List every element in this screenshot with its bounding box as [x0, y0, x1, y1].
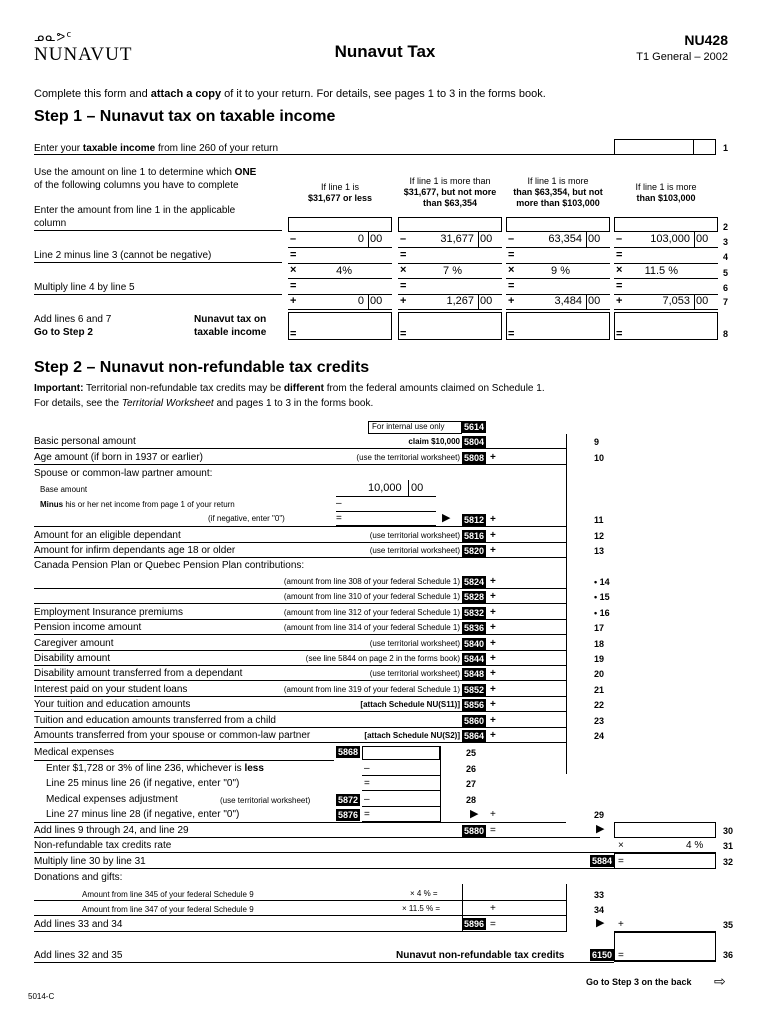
code-5820: 5820 [464, 546, 485, 556]
code-5884: 5884 [592, 856, 613, 866]
row-line [34, 603, 566, 604]
code-5868: 5868 [338, 747, 359, 757]
code-5812: 5812 [464, 515, 485, 525]
intro-text: Complete this form and attach a copy of it to your return. For details, see pages 1 to 3 in the forms book. [34, 88, 546, 100]
grid-line [506, 263, 610, 264]
code-5872: 5872 [338, 795, 359, 805]
row-label: Amount for an eligible dependant [34, 530, 181, 541]
code-5816: 5816 [464, 531, 485, 541]
line-number: 1 [723, 143, 729, 153]
line29-label: Line 27 minus line 28 (if negative, enter "0") [46, 809, 240, 820]
line-number: 34 [594, 905, 605, 915]
equals-operator: = [508, 280, 515, 292]
tax-value: 7,053 [662, 295, 690, 307]
grid-line [288, 263, 392, 264]
code-5844: 5844 [464, 654, 485, 664]
row-line [34, 588, 566, 589]
tax-value: 1,267 [446, 295, 474, 307]
row-label: Tuition and education amounts transferred from a child [34, 715, 276, 726]
row-line [34, 634, 566, 635]
equals-operator: = [400, 249, 407, 261]
plus-operator: + [490, 622, 496, 633]
grid-line [506, 278, 610, 279]
form-code: NU428 [684, 32, 728, 48]
donations-label: Donations and gifts: [34, 872, 123, 883]
line-number: 35 [723, 920, 734, 930]
equals-operator: = [616, 328, 623, 340]
row-label: Disability amount transferred from a dependant [34, 668, 243, 679]
times-operator: × [616, 264, 623, 276]
grid-line [506, 247, 610, 248]
line28-label: Medical expenses adjustment [46, 794, 178, 805]
row-label: Amount for infirm dependants age 18 or older [34, 545, 236, 556]
cents-divider [478, 232, 479, 247]
donations-a-rate: × 4 % = [410, 889, 438, 898]
times-operator: × [400, 264, 407, 276]
col-input-line8[interactable] [614, 312, 718, 340]
row-note: (use territorial worksheet) [369, 639, 460, 648]
rate-value: 9 % [551, 265, 570, 277]
equals-operator: = [290, 280, 297, 292]
row-line [34, 696, 566, 697]
times-operator: × [290, 264, 297, 276]
line32-input[interactable] [614, 853, 716, 869]
line-number: 13 [594, 546, 605, 556]
line-number: 7 [723, 297, 729, 307]
cents-divider [694, 232, 695, 247]
internal-use-label: For internal use only [372, 422, 445, 431]
col3-header: If line 1 is more than $63,354, but not more than $103,000 [513, 176, 603, 208]
row-note: [attach Schedule NU(S2)] [364, 731, 460, 740]
row-label: Your tuition and education amounts [34, 699, 191, 710]
line-number: 30 [723, 826, 734, 836]
equals-operator: = [508, 328, 515, 340]
line-number: 19 [594, 654, 605, 664]
row-label: Basic personal amount [34, 436, 136, 447]
row-note: (amount from line 310 of your federal Schedule 1) [283, 592, 460, 601]
important-text: Important: Territorial non-refundable tax credits may be different from the federal amounts claimed on Schedule 1. [34, 383, 545, 394]
if-negative-label: (if negative, enter "0") [208, 514, 285, 523]
step1-heading: Step 1 – Nunavut tax on taxable income [34, 108, 336, 125]
grid-line [288, 309, 392, 310]
cents-divider [586, 232, 587, 247]
line-number: 22 [594, 700, 605, 710]
code-5840: 5840 [464, 639, 485, 649]
grid-line [398, 278, 502, 279]
equals-operator: = [400, 328, 407, 340]
base-amount-label: Base amount [40, 485, 88, 494]
row-line [34, 665, 566, 666]
base-cents: 00 [370, 233, 383, 245]
col-input-line8[interactable] [506, 312, 610, 340]
plus-operator: + [616, 295, 623, 307]
grid-line [288, 278, 392, 279]
donations-b-label: Amount from line 347 of your federal Schedule 9 [82, 905, 254, 914]
grid-line [614, 247, 718, 248]
row-note: (amount from line 308 of your federal Schedule 1) [283, 577, 460, 586]
plus-operator: + [400, 295, 407, 307]
row-label: Interest paid on your student loans [34, 684, 188, 695]
grid-line [288, 247, 392, 248]
page-title: Nunavut Tax [334, 42, 436, 61]
row-label: Age amount (if born in 1937 or earlier) [34, 452, 203, 463]
grid-line [614, 309, 718, 310]
line-number: 28 [466, 795, 477, 805]
cpp-header: Canada Pension Plan or Quebec Pension Plan contributions: [34, 560, 305, 571]
plus-operator: + [490, 638, 496, 649]
rate-value: 7 % [443, 265, 462, 277]
grid-line [398, 263, 502, 264]
line31-label: Non-refundable tax credits rate [34, 840, 172, 851]
plus-operator: + [490, 715, 496, 726]
line31-rate: 4 % [686, 840, 704, 851]
row-line [34, 448, 566, 449]
plus-operator: + [490, 668, 496, 679]
plus-operator: + [490, 514, 496, 525]
use-amount-text-2: of the following columns you have to complete [34, 180, 239, 191]
equals-operator: = [616, 249, 623, 261]
row-line [34, 542, 566, 543]
equals-operator: = [508, 249, 515, 261]
equals-operator: = [290, 249, 297, 261]
col-input-line8[interactable] [288, 312, 392, 340]
line30-input[interactable] [614, 822, 716, 838]
tax-cents: 00 [370, 295, 383, 307]
row-note: (use the territorial worksheet) [356, 453, 460, 462]
line-number: 2 [723, 222, 729, 232]
tax-cents: 00 [588, 295, 601, 307]
row-line [34, 742, 566, 743]
rate-value: 11.5 % [644, 265, 678, 277]
base-amount-cents: 00 [411, 482, 424, 494]
line32-label: Multiply line 30 by line 31 [34, 856, 146, 867]
code-5848: 5848 [464, 669, 485, 679]
code-5856: 5856 [464, 700, 485, 710]
row-line [34, 557, 566, 558]
code-5852: 5852 [464, 685, 485, 695]
base-value: 103,000 [650, 233, 690, 245]
code-5860: 5860 [464, 716, 485, 726]
base-value: 0 [357, 233, 364, 245]
row-note: (see line 5844 on page 2 in the forms book) [305, 654, 460, 663]
code-5824: 5824 [464, 577, 485, 587]
line-number: 8 [723, 329, 729, 339]
row-line [34, 727, 566, 728]
col-input-line2[interactable] [288, 217, 392, 232]
line-number: 12 [594, 531, 605, 541]
line-number: • 15 [594, 592, 610, 602]
grid-line [398, 247, 502, 248]
line-number: 18 [594, 639, 605, 649]
col2-header: If line 1 is more than $31,677, but not more than $63,354 [403, 176, 497, 208]
row-label: Pension income amount [34, 622, 142, 633]
grid-line [506, 309, 610, 310]
minus-net-income-label: Minus his or her net income from page 1 of your return [40, 500, 235, 509]
line-number: 36 [723, 950, 734, 960]
row-note: (amount from line 319 of your federal Schedule 1) [283, 685, 460, 694]
row-label: Caregiver amount [34, 638, 114, 649]
times-operator: × [508, 264, 515, 276]
plus-operator: + [490, 653, 496, 664]
col4-header: If line 1 is more than $103,000 [635, 182, 697, 203]
row-note: (use territorial worksheet) [369, 669, 460, 678]
row-line [34, 526, 566, 527]
line-number: 27 [466, 779, 477, 789]
minus-operator: – [508, 233, 515, 245]
code-5804: 5804 [464, 437, 485, 447]
line-number: 25 [466, 748, 477, 758]
line7-label-1: Add lines 6 and 7 [34, 314, 112, 325]
line-number: 3 [723, 237, 729, 247]
row-note: claim $10,000 [408, 437, 460, 446]
plus-operator: + [490, 730, 496, 741]
step2-heading: Step 2 – Nunavut non-refundable tax credits [34, 359, 370, 376]
line35-label: Add lines 33 and 34 [34, 919, 123, 930]
grid-line [614, 263, 718, 264]
tax-value: 0 [357, 295, 364, 307]
minus-operator: – [616, 233, 623, 245]
line-number: 9 [594, 437, 600, 447]
enter-amount-text: Enter the amount from line 1 in the applicable [34, 205, 236, 216]
cents-divider [694, 294, 695, 309]
nunavut-tax-label-2: taxable income [194, 327, 267, 338]
plus-operator: + [290, 295, 297, 307]
line-number: • 14 [594, 577, 610, 587]
base-cents: 00 [696, 233, 709, 245]
line-number: 23 [594, 716, 605, 726]
form-id: 5014-C [28, 992, 55, 1001]
go-to-step3: Go to Step 3 on the back [586, 977, 692, 987]
plus-operator: + [490, 699, 496, 710]
row-note: [attach Schedule NU(S11)] [360, 700, 460, 709]
code-5808: 5808 [464, 453, 485, 463]
grid-line [398, 309, 502, 310]
line-number: 4 [723, 252, 729, 262]
row-note: (use territorial worksheet) [369, 531, 460, 540]
base-value: 63,354 [548, 233, 582, 245]
equals-operator: = [616, 280, 623, 292]
base-cents: 00 [588, 233, 601, 245]
col-input-line8[interactable] [398, 312, 502, 340]
row-line [34, 464, 566, 465]
line-number: 10 [594, 453, 605, 463]
line-number: 6 [723, 283, 729, 293]
line-number: 32 [723, 857, 734, 867]
code-5880: 5880 [464, 826, 485, 836]
line3-label: Line 2 minus line 3 (cannot be negative) [34, 250, 212, 261]
form-subtitle: T1 General – 2002 [636, 51, 728, 63]
use-amount-text: Use the amount on line 1 to determine which ONE [34, 167, 257, 178]
line-number: 29 [594, 810, 605, 820]
line36-label: Add lines 32 and 35 [34, 950, 123, 961]
line-number: 21 [594, 685, 605, 695]
equals-operator: = [400, 280, 407, 292]
tax-cents: 00 [696, 295, 709, 307]
col1-header: If line 1 is $31,677 or less [307, 182, 373, 203]
row-note: (amount from line 312 of your federal Schedule 1) [283, 608, 460, 617]
line1-label: Enter your taxable income from line 260 of your return [34, 143, 279, 154]
donations-b-rate: × 11.5 % = [402, 904, 441, 913]
row-label: Employment Insurance premiums [34, 607, 183, 618]
arrow-right-icon: ⇨ [714, 973, 726, 989]
line-number: 26 [466, 764, 477, 774]
row-note: (use territorial worksheet) [369, 546, 460, 555]
base-amount-value: 10,000 [368, 482, 402, 494]
line36-total-label: Nunavut non-refundable tax credits [396, 950, 565, 961]
line1-input[interactable] [614, 139, 716, 155]
plus-operator: + [490, 576, 496, 587]
line-number: 24 [594, 731, 605, 741]
rate-value: 4% [336, 265, 352, 277]
row-line [34, 680, 566, 681]
logo-text: NUNAVUT [34, 44, 133, 65]
tax-value: 3,484 [554, 295, 582, 307]
row-label: Amounts transferred from your spouse or common-law partner [34, 730, 311, 741]
medical-input[interactable] [362, 746, 440, 760]
code-5836: 5836 [464, 623, 485, 633]
plus-operator: + [490, 591, 496, 602]
grid-line [614, 278, 718, 279]
code-5876: 5876 [338, 810, 359, 820]
code-5614: 5614 [464, 422, 485, 432]
logo-syllabics: ᓄᓇᕗᑦ [34, 30, 73, 44]
code-5864: 5864 [464, 731, 485, 741]
cents-divider [368, 232, 369, 247]
code-5896: 5896 [464, 919, 485, 929]
line28-note: (use territorial worksheet) [220, 796, 311, 805]
cents-divider [478, 294, 479, 309]
row-label: Disability amount [34, 653, 111, 664]
equals-operator: = [290, 328, 297, 340]
col-input-line2[interactable] [614, 217, 718, 232]
code-5828: 5828 [464, 592, 485, 602]
donations-a-label: Amount from line 345 of your federal Schedule 9 [82, 890, 254, 899]
minus-operator: – [290, 233, 297, 245]
line5-label: Multiply line 4 by line 5 [34, 282, 135, 293]
nunavut-tax-label-1: Nunavut tax on [194, 314, 267, 325]
code-6150: 6150 [592, 950, 613, 960]
line-number: 17 [594, 623, 605, 633]
col-input-line2[interactable] [398, 217, 502, 232]
medical-label: Medical expenses [34, 747, 115, 758]
line-number: 20 [594, 669, 605, 679]
line-number: • 16 [594, 608, 610, 618]
code-5832: 5832 [464, 608, 485, 618]
enter-amount-text-2: column [34, 218, 67, 229]
plus-operator: + [490, 607, 496, 618]
line-number: 11 [594, 515, 604, 525]
cents-divider [586, 294, 587, 309]
minus-operator: – [400, 233, 407, 245]
line30-label: Add lines 9 through 24, and line 29 [34, 825, 189, 836]
line-number: 33 [594, 890, 605, 900]
details-text: For details, see the Territorial Worksheet and pages 1 to 3 in the forms book. [34, 398, 374, 409]
row-note: (amount from line 314 of your federal Schedule 1) [283, 623, 460, 632]
row-line [34, 711, 566, 712]
line26-label: Enter $1,728 or 3% of line 236, whichever is less [46, 763, 264, 774]
base-cents: 00 [480, 233, 493, 245]
base-value: 31,677 [440, 233, 474, 245]
cents-divider [368, 294, 369, 309]
line-number: 5 [723, 268, 729, 278]
plus-operator: + [490, 530, 496, 541]
plus-operator: + [508, 295, 515, 307]
line7-label-2: Go to Step 2 [34, 327, 93, 338]
col-input-line2[interactable] [506, 217, 610, 232]
tax-cents: 00 [480, 295, 493, 307]
line-number: 31 [723, 841, 734, 851]
plus-operator: + [490, 452, 496, 463]
line36-input[interactable] [614, 932, 716, 962]
spouse-header: Spouse or common-law partner amount: [34, 468, 213, 479]
line27-label: Line 25 minus line 26 (if negative, enter "0") [46, 778, 240, 789]
plus-operator: + [490, 684, 496, 695]
plus-operator: + [490, 545, 496, 556]
row-line [34, 619, 566, 620]
row-line [34, 650, 566, 651]
